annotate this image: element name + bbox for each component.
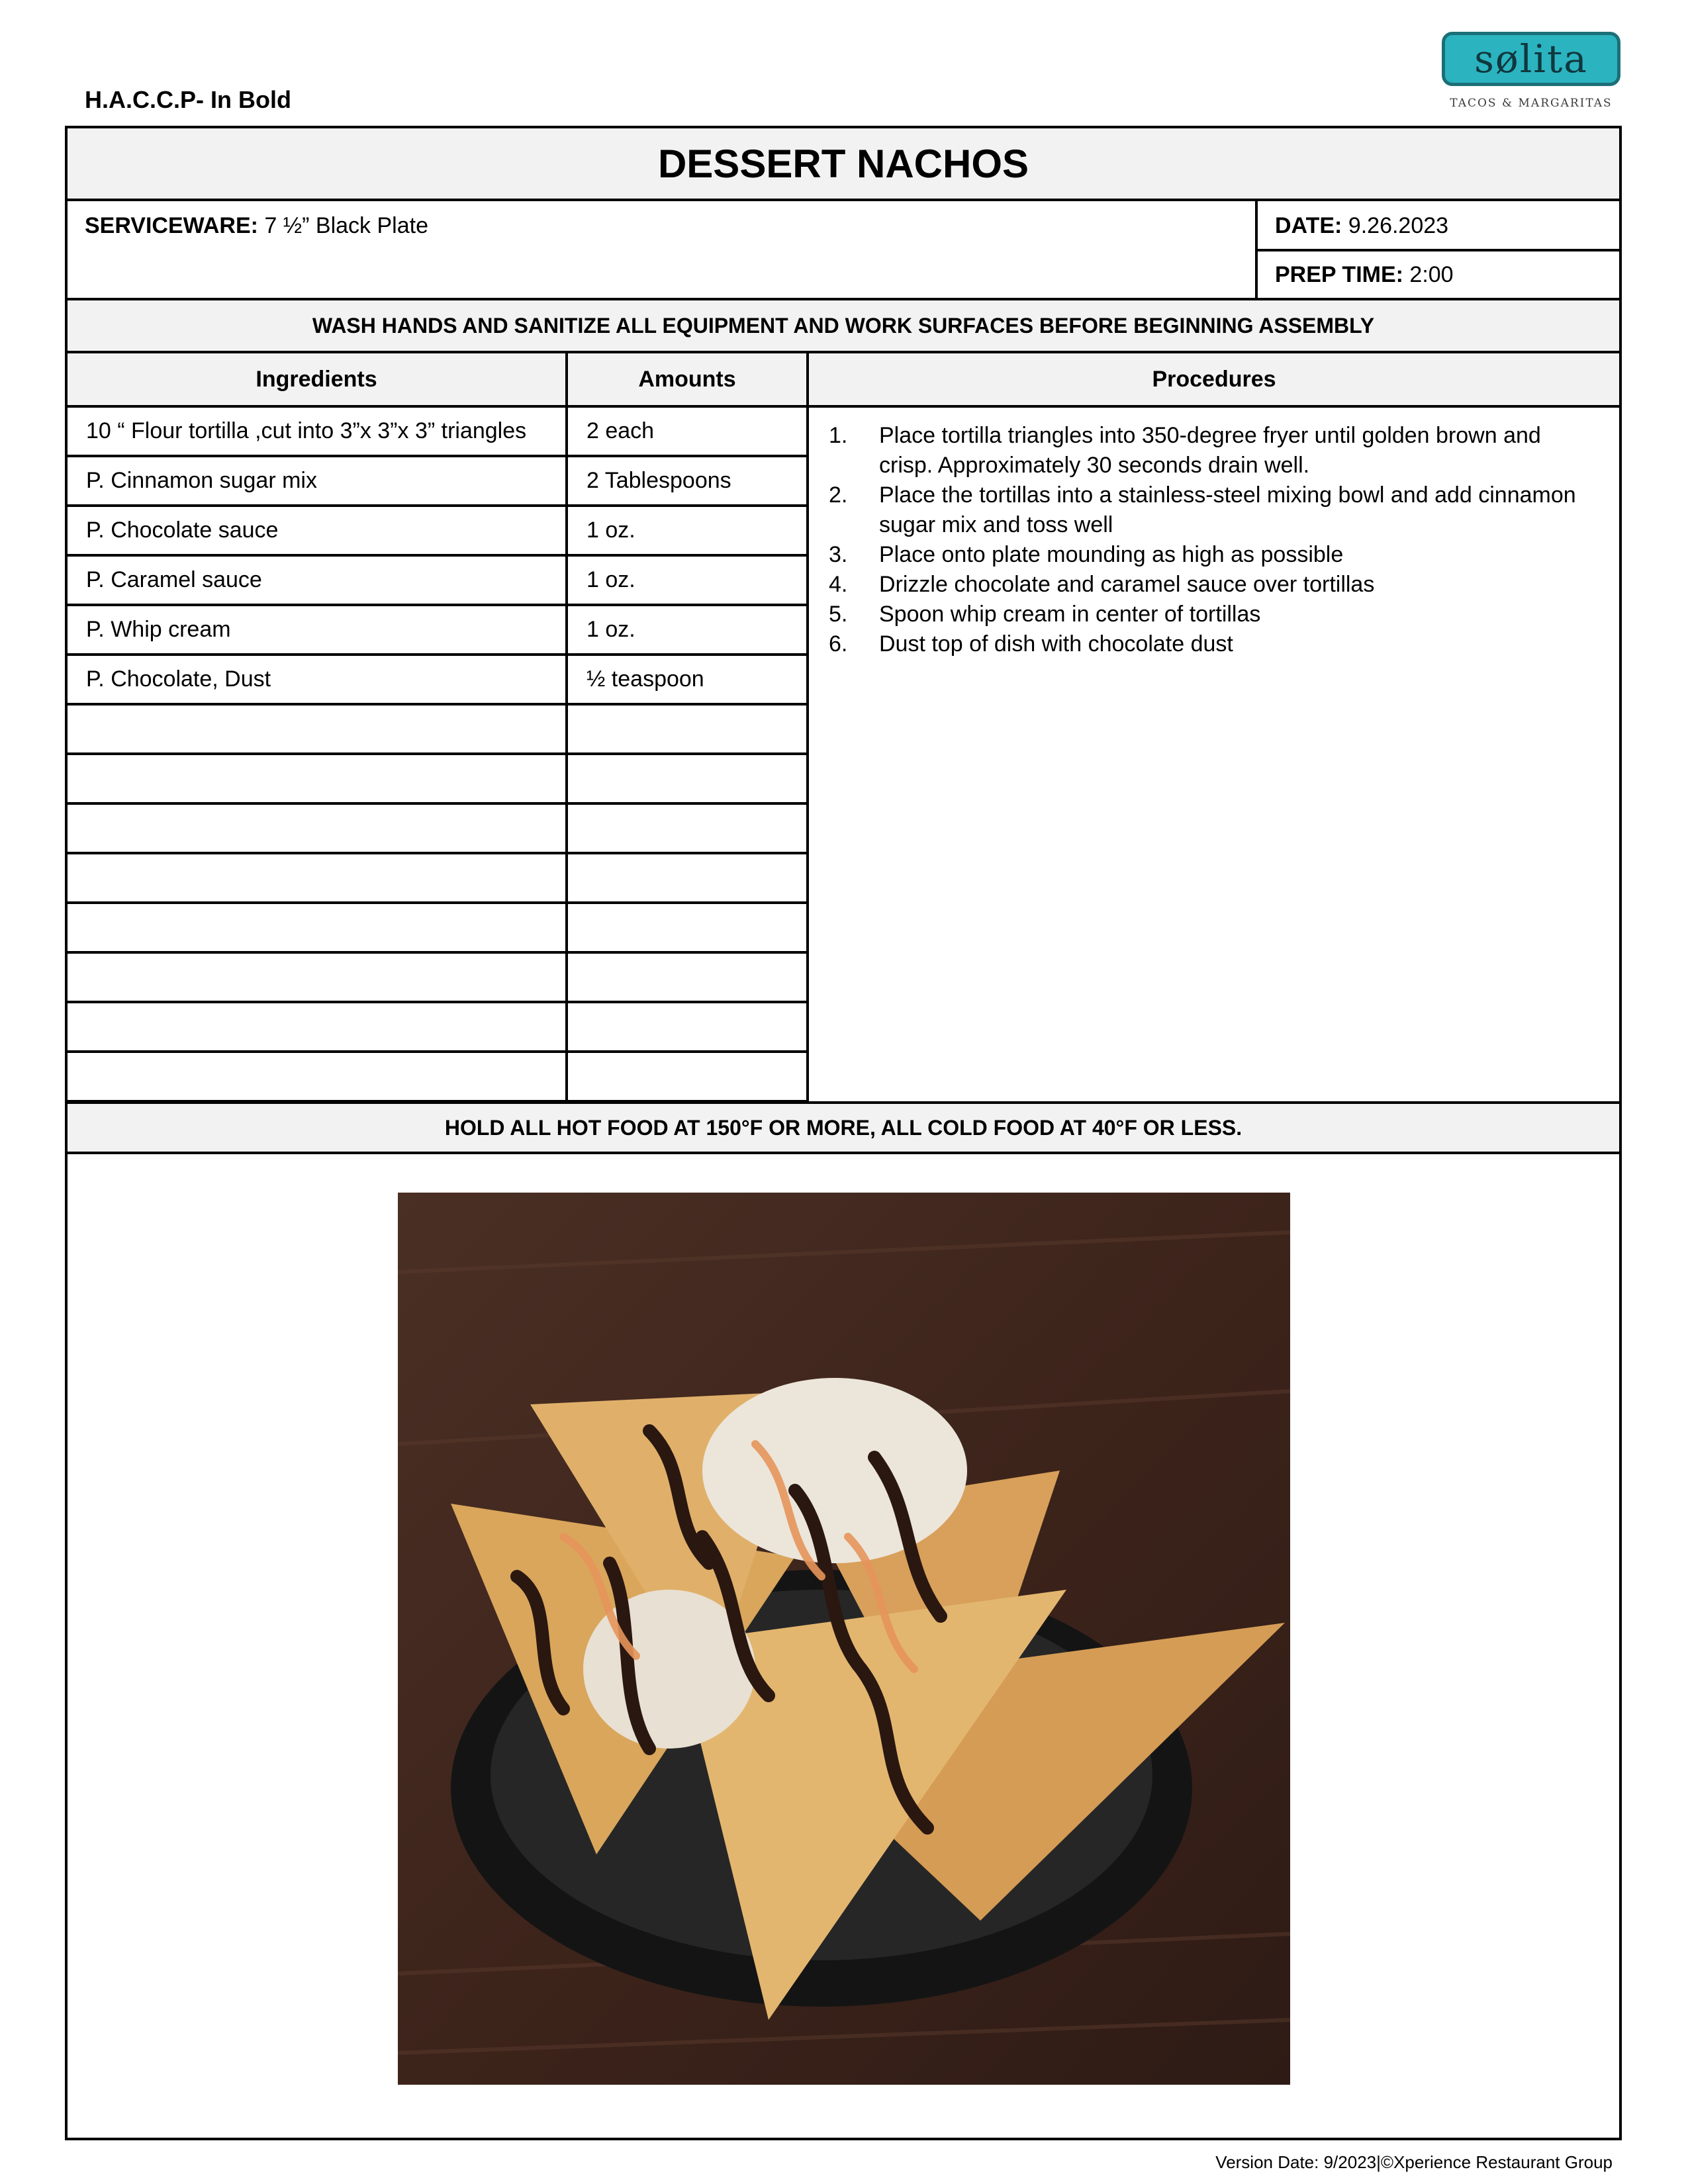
amount-cell: ½ teaspoon (565, 653, 809, 705)
procedure-step (829, 480, 1593, 540)
procedure-step-text: Drizzle chocolate and caramel sauce over tortillas (879, 572, 1375, 597)
amount-cell (565, 1050, 809, 1103)
ingredient-cell: P. Cinnamon sugar mix (65, 455, 568, 507)
procedure-step-text: Place the tortillas into a stainless-steel mixing bowl and add cinnamon sugar mix and toss well (879, 482, 1576, 537)
ingredient-cell (65, 752, 568, 805)
procedure-step-number: 4. (829, 572, 848, 597)
serviceware-label: SERVICEWARE: (85, 213, 258, 238)
procedure-step-number: 3. (829, 542, 848, 567)
date-value: 9.26.2023 (1348, 213, 1449, 238)
procedure-step-number: 1. (829, 423, 848, 448)
ingredient-cell: 10 “ Flour tortilla ,cut into 3”x 3”x 3” triangles (65, 405, 568, 457)
procedure-step (829, 629, 1593, 659)
solita-logo (1442, 32, 1620, 86)
procedures-list (829, 421, 1593, 659)
procedure-step-number: 6. (829, 631, 848, 657)
amount-cell: 2 each (565, 405, 809, 457)
procedure-step-text: Dust top of dish with chocolate dust (879, 631, 1233, 657)
procedures-cell (806, 405, 1622, 1104)
ingredient-cell (65, 802, 568, 854)
procedure-step (829, 421, 1593, 480)
hold-temperature-notice: HOLD ALL HOT FOOD AT 150°F OR MORE, ALL COLD FOOD AT 40°F OR LESS. (65, 1101, 1622, 1154)
ingredient-cell (65, 1001, 568, 1053)
amount-cell (565, 901, 809, 954)
amount-cell (565, 752, 809, 805)
amount-cell (565, 1001, 809, 1053)
prep-time-field (1255, 249, 1622, 300)
version-footer: Version Date: 9/2023|©Xperience Restaurant Group (1215, 2152, 1613, 2172)
procedure-step-number: 5. (829, 602, 848, 627)
serviceware-field (65, 199, 1258, 300)
amount-cell (565, 802, 809, 854)
ingredient-cell: P. Chocolate sauce (65, 504, 568, 557)
ingredient-cell: P. Whip cream (65, 604, 568, 656)
ingredients-header: Ingredients (65, 351, 568, 408)
date-field (1255, 199, 1622, 251)
procedure-step (829, 570, 1593, 600)
amount-cell: 1 oz. (565, 604, 809, 656)
procedure-step (829, 540, 1593, 570)
amount-cell (565, 703, 809, 755)
serviceware-value: 7 ½” Black Plate (264, 213, 428, 238)
amount-cell (565, 852, 809, 904)
logo-text: sølita (1474, 36, 1588, 81)
prep-time-value: 2:00 (1409, 262, 1454, 287)
recipe-title: DESSERT NACHOS (65, 126, 1622, 201)
ingredient-cell: P. Chocolate, Dust (65, 653, 568, 705)
date-label: DATE: (1275, 213, 1342, 238)
amount-cell (565, 951, 809, 1003)
procedure-step-text: Place tortilla triangles into 350-degree fryer until golden brown and crisp. Approximately 30 seconds drain well. (879, 423, 1541, 478)
ingredient-cell (65, 951, 568, 1003)
prep-time-label: PREP TIME: (1275, 262, 1403, 287)
ingredient-cell (65, 703, 568, 755)
amount-cell: 1 oz. (565, 504, 809, 557)
procedures-header: Procedures (806, 351, 1622, 408)
procedure-step-number: 2. (829, 482, 848, 508)
amount-cell: 1 oz. (565, 554, 809, 606)
ingredient-cell (65, 852, 568, 904)
amount-cell: 2 Tablespoons (565, 455, 809, 507)
dessert-nachos-photo (398, 1193, 1290, 2085)
procedure-step-text: Spoon whip cream in center of tortillas (879, 602, 1261, 627)
logo-tagline: TACOS & MARGARITAS (1450, 97, 1613, 110)
haccp-note: H.A.C.C.P- In Bold (85, 86, 291, 113)
ingredient-cell: P. Caramel sauce (65, 554, 568, 606)
ingredient-cell (65, 901, 568, 954)
procedure-step-text: Place onto plate mounding as high as possible (879, 542, 1344, 567)
wash-hands-notice: WASH HANDS AND SANITIZE ALL EQUIPMENT AND WORK SURFACES BEFORE BEGINNING ASSEMBLY (65, 298, 1622, 353)
procedure-step (829, 600, 1593, 629)
ingredient-cell (65, 1050, 568, 1103)
amounts-header: Amounts (565, 351, 809, 408)
